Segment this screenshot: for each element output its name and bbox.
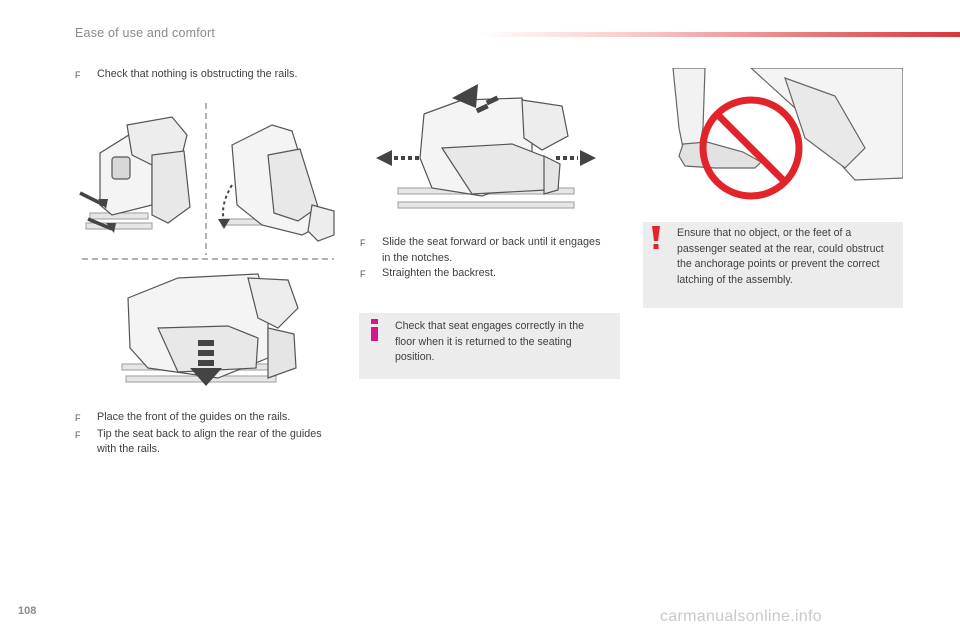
bullet-marker: F (75, 413, 81, 423)
info-icon (368, 319, 382, 341)
seat-sliding-illustration (372, 78, 602, 223)
bullet-marker: F (360, 269, 366, 279)
header-accent-bar (478, 32, 960, 37)
watermark: carmanualsonline.info (660, 608, 822, 625)
bullet-marker: F (360, 238, 366, 248)
warning-box (643, 222, 903, 308)
warning-text: Ensure that no object, or the feet of a passenger seated at the rear, could obstruct the anchorage points or prevent the correct latching of the assembly. (677, 227, 884, 286)
bullet-marker: F (75, 429, 81, 440)
bullet-text: Straighten the backrest. (382, 267, 497, 279)
bullet-text: Slide the seat forward or back until it engages in the notches. (382, 236, 601, 264)
bullet-marker: F (75, 70, 81, 80)
bullet-text: Place the front of the guides on the rails. (97, 411, 291, 423)
page-number: 108 (18, 605, 37, 617)
middle-bullets (360, 235, 610, 283)
warning-icon (650, 226, 662, 250)
no-feet-warning-illustration (655, 68, 903, 200)
seat-lowering-illustration (118, 268, 303, 393)
seat-rail-illustration-top (72, 95, 342, 265)
info-text: Check that seat engages correctly in the floor when it is returned to the seating position. (395, 320, 585, 363)
left-bottom-bullets (75, 410, 340, 458)
bullet-text: Tip the seat back to align the rear of the guides with the rails. (97, 427, 322, 455)
left-top-bullet (75, 67, 345, 84)
info-box (359, 313, 620, 379)
section-title: Ease of use and comfort (75, 26, 216, 40)
bullet-text: Check that nothing is obstructing the rails. (97, 68, 298, 80)
